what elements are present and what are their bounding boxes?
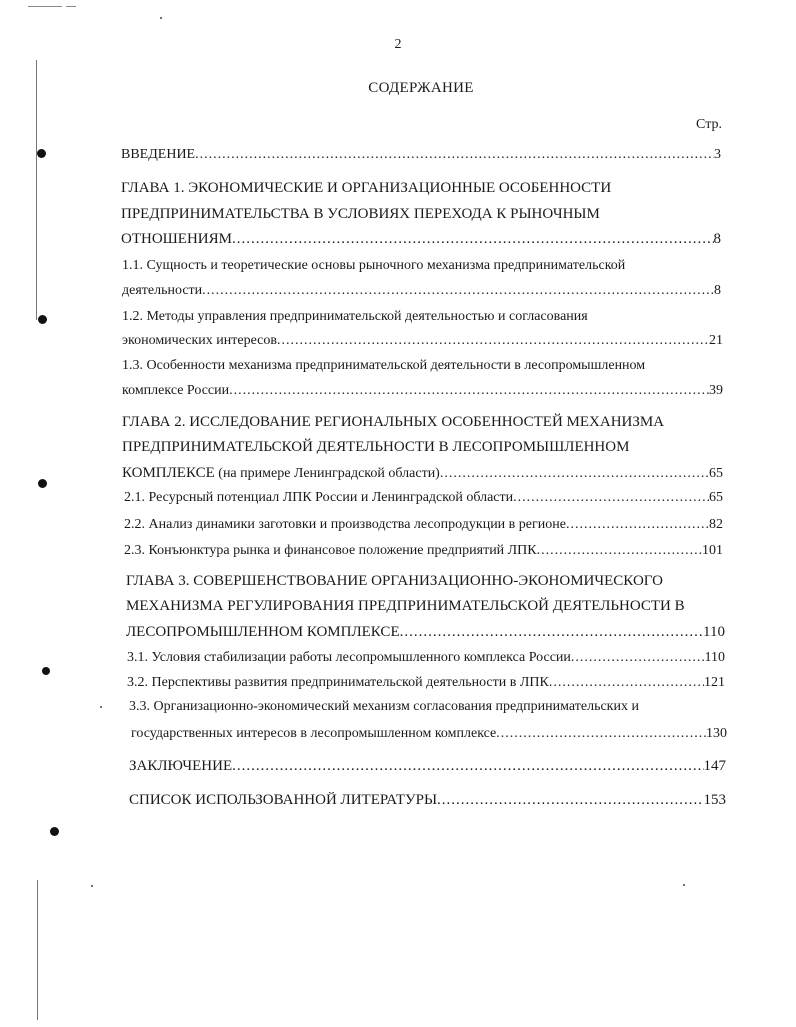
toc-entry-section-1-1[interactable] (122, 283, 721, 299)
toc-entry-title: СПИСОК ИСПОЛЬЗОВАННОЙ ЛИТЕРАТУРЫ (129, 792, 438, 808)
toc-entry-title: ЗАКЛЮЧЕНИЕ (129, 758, 233, 774)
toc-entry-conclusion[interactable] (129, 758, 726, 775)
chapter-3-title-line-2: МЕХАНИЗМА РЕГУЛИРОВАНИЯ ПРЕДПРИНИМАТЕЛЬСКОЙ ДЕЯТЕЛЬНОСТИ В (126, 598, 685, 614)
toc-entry-title: 2.1. Ресурсный потенциал ЛПК России и Ленинградской области (124, 490, 514, 505)
scan-edge-line-upper (36, 60, 37, 320)
toc-leader-dots (549, 675, 704, 691)
toc-leader-dots (232, 231, 714, 248)
toc-page-number: 8 (713, 231, 721, 247)
binder-hole-icon (50, 827, 59, 836)
toc-page-number: 65 (709, 490, 723, 505)
page-number: 2 (394, 37, 402, 52)
toc-leader-dots (229, 383, 709, 399)
toc-page-number: 153 (703, 792, 726, 808)
chapter-1-title-line-2: ПРЕДПРИНИМАТЕЛЬСТВА В УСЛОВИЯХ ПЕРЕХОДА К РЫНОЧНЫМ (121, 206, 600, 222)
toc-entry-section-3-3[interactable] (131, 726, 727, 742)
toc-page-number: 82 (709, 517, 723, 532)
toc-leader-dots (440, 466, 709, 482)
section-3-3-title-line-1: 3.3. Организационно-экономический механизм согласования предпринимательских и (129, 699, 639, 714)
toc-entry-title: государственных интересов в лесопромышленном комплексе (131, 726, 497, 741)
toc-entry-title: 2.2. Анализ динамики заготовки и производства лесопродукции в регионе (124, 517, 566, 532)
toc-entry-title: комплексе России (122, 383, 230, 398)
page-title: СОДЕРЖАНИЕ (368, 80, 474, 96)
toc-leader-dots (202, 283, 714, 299)
toc-entry-title: экономических интересов (122, 333, 277, 348)
toc-page-number: 130 (706, 726, 727, 741)
toc-entry-references[interactable] (129, 792, 726, 809)
toc-entry-title: ЛЕСОПРОМЫШЛЕННОМ КОМПЛЕКСЕ (126, 624, 400, 640)
binder-hole-icon (37, 149, 46, 158)
toc-page-number: 121 (704, 675, 725, 690)
scan-speck (91, 885, 93, 887)
toc-page-number: 39 (709, 383, 723, 398)
toc-leader-dots (566, 517, 709, 533)
toc-entry-title: 3.1. Условия стабилизации работы лесопромышленного комплекса России (127, 650, 571, 665)
toc-leader-dots (232, 758, 703, 775)
scan-edge-line-lower (37, 880, 38, 1020)
scan-speck (100, 706, 102, 708)
toc-leader-dots (571, 650, 705, 666)
toc-entry-title: деятельности (122, 283, 203, 298)
toc-page-number: 110 (704, 650, 725, 665)
toc-entry-intro[interactable] (121, 147, 721, 163)
toc-entry-title: 3.2. Перспективы развития предпринимательской деятельности в ЛПК (127, 675, 549, 690)
section-1-2-title-line-1: 1.2. Методы управления предпринимательской деятельностью и согласования (122, 309, 588, 324)
toc-page-number: 147 (703, 758, 726, 774)
toc-page-number: 21 (709, 333, 723, 348)
toc-leader-dots (437, 792, 703, 809)
toc-entry-section-1-2[interactable] (122, 333, 723, 349)
toc-entry-section-2-2[interactable] (124, 517, 723, 533)
toc-entry-title: ОТНОШЕНИЯМ (121, 231, 232, 247)
toc-entry-chapter-1[interactable] (121, 231, 721, 248)
chapter-3-title-line-1: ГЛАВА 3. СОВЕРШЕНСТВОВАНИЕ ОРГАНИЗАЦИОННО-ЭКОНОМИЧЕСКОГО (126, 573, 663, 589)
scan-speck (160, 17, 162, 19)
toc-leader-dots (513, 490, 709, 506)
toc-entry-section-3-2[interactable] (127, 675, 725, 691)
toc-entry-title: 2.3. Конъюнктура рынка и финансовое положение предприятий ЛПК (124, 543, 537, 558)
toc-entry-section-3-1[interactable] (127, 650, 725, 666)
toc-entry-section-2-1[interactable] (124, 490, 723, 506)
page-column-label: Стр. (696, 117, 722, 132)
binder-hole-icon (38, 315, 47, 324)
toc-page-number: 3 (714, 147, 721, 162)
toc-leader-dots (195, 147, 714, 163)
toc-leader-dots (277, 333, 709, 349)
binder-hole-icon (38, 479, 47, 488)
chapter-1-title-line-1: ГЛАВА 1. ЭКОНОМИЧЕСКИЕ И ОРГАНИЗАЦИОННЫЕ ОСОБЕННОСТИ (121, 180, 612, 196)
toc-page-number: 65 (709, 466, 723, 481)
toc-entry-title: КОМПЛЕКСЕ (122, 465, 215, 481)
toc-entry-chapter-2[interactable] (122, 465, 723, 482)
toc-leader-dots (537, 543, 702, 559)
toc-entry-subtitle: (на примере Ленинградской области) (214, 466, 440, 481)
toc-leader-dots (496, 726, 706, 742)
chapter-2-title-line-2: ПРЕДПРИНИМАТЕЛЬСКОЙ ДЕЯТЕЛЬНОСТИ В ЛЕСОПРОМЫШЛЕННОМ (122, 439, 630, 455)
scan-mark-top-2 (66, 6, 76, 7)
toc-leader-dots (400, 624, 703, 641)
scan-speck (683, 884, 685, 886)
toc-entry-title: ВВЕДЕНИЕ (121, 147, 196, 162)
toc-page-number: 110 (703, 624, 725, 640)
toc-page-number: 8 (714, 283, 721, 298)
scan-mark-top (28, 6, 62, 7)
toc-entry-chapter-3[interactable] (126, 624, 725, 641)
toc-entry-section-2-3[interactable] (124, 543, 723, 559)
toc-page-number: 101 (702, 543, 723, 558)
toc-entry-section-1-3[interactable] (122, 383, 723, 399)
section-1-3-title-line-1: 1.3. Особенности механизма предпринимательской деятельности в лесопромышленном (122, 358, 646, 373)
chapter-2-title-line-1: ГЛАВА 2. ИССЛЕДОВАНИЕ РЕГИОНАЛЬНЫХ ОСОБЕННОСТЕЙ МЕХАНИЗМА (122, 414, 665, 430)
section-1-1-title-line-1: 1.1. Сущность и теоретические основы рыночного механизма предпринимательской (122, 258, 626, 273)
binder-hole-icon (42, 667, 50, 675)
